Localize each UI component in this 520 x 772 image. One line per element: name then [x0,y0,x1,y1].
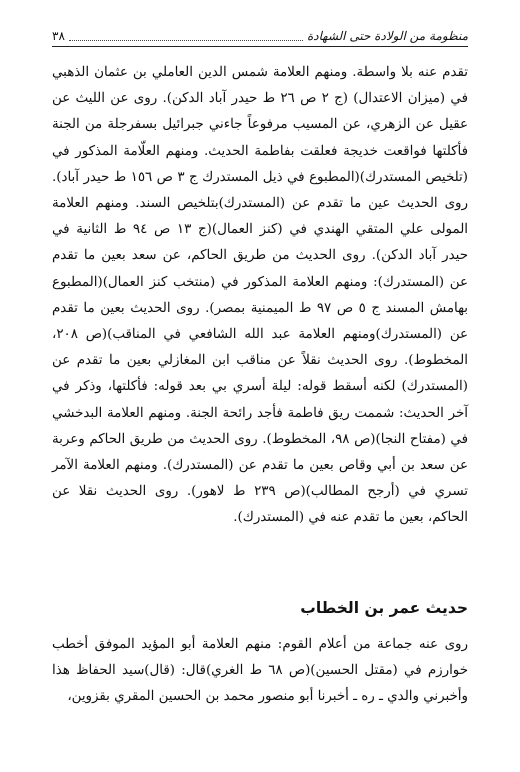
running-header [52,22,468,44]
section-paragraph: روى عنه جماعة من أعلام القوم: منهم العلامة أبو المؤيد الموفق أخطب خوارزم في (مقتل الحسين)(ص ٦٨ ط الغري)قال: (قال)سيد الحفاظ هذا وأخبرني والدي ـ ره ـ أخبرنا أبو منصور محمد بن الحسين المقري بقزوين، [52,637,469,705]
page-number: ٣٨ [52,29,65,43]
section-heading: حديث عمر بن الخطاب [300,599,468,617]
body-paragraph: تقدم عنه بلا واسطة. ومنهم العلامة شمس الدين العاملي بن عثمان الذهبي في (ميزان الاعتدال) (ج ٢ ص ٢٦ ط حيدر آباد الدكن). روى عن الليث عن عقيل عن الزهري، عن المسيب مرفوعاً جاءني جبرائيل بسفرجلة من الجنة فأكلتها فواقعت خديجة فعلقت بفاطمة الحديث. ومنهم العلّامة المذكور في (تلخيص المستدرك)(المطبوع في ذيل المستدرك ج ٣ ص ١٥٦ ط حيدر آباد). روى الحديث عين ما تقدم عن (المستدرك)بتلخيص السند. ومنهم العلامة المولى علي المتقي الهندي في (كنز العمال)(ج ١٣ ص ٩٤ ط الثانية في حيدر آباد الدكن). روى الحديث من طريق الحاكم، عن سعد بعين ما تقدم عن (المستدرك): ومنهم العلامة المذكور في (منتخب كنز العمال)(المطبوع بهامش المسند ج ٥ ص ٩٧ ط الميمنية بمصر). روى الحديث بعين ما تقدم عن (المستدرك)ومنهم العلامة عبد الله الشافعي في المناقب)(ص ٢٠٨، المخطوط). روى الحديث نقلاً عن مناقب ابن المغازلي بعين ما تقدم عن (المستدرك) لكنه أسقط قوله: ليلة أسري بي بعد قوله: فأكلتها، وذكر في آخر الحديث: شممت ريق فاطمة فأجد رائحة الجنة. ومنهم العلامة البدخشي في (مفتاح النجا)(ص ٩٨، المخطوط). روى الحديث من طريق الحاكم وعربة عن سعد بن أبي وقاص بعين ما تقدم عن (المستدرك). ومنهم العلامة الآمر تسري في (أرجح المطالب)(ص ٢٣٩ ط لاهور). روى الحديث نقلا عن الحاكم، بعين ما تقدم عنه في (المستدرك). [52,65,469,526]
body-text-block [52,60,468,532]
header-rule [52,46,468,47]
running-header-title: منظومة من الولادة حتى الشهادة [307,29,468,43]
section-text-block [52,632,468,711]
running-header-dot-leader [69,40,303,41]
